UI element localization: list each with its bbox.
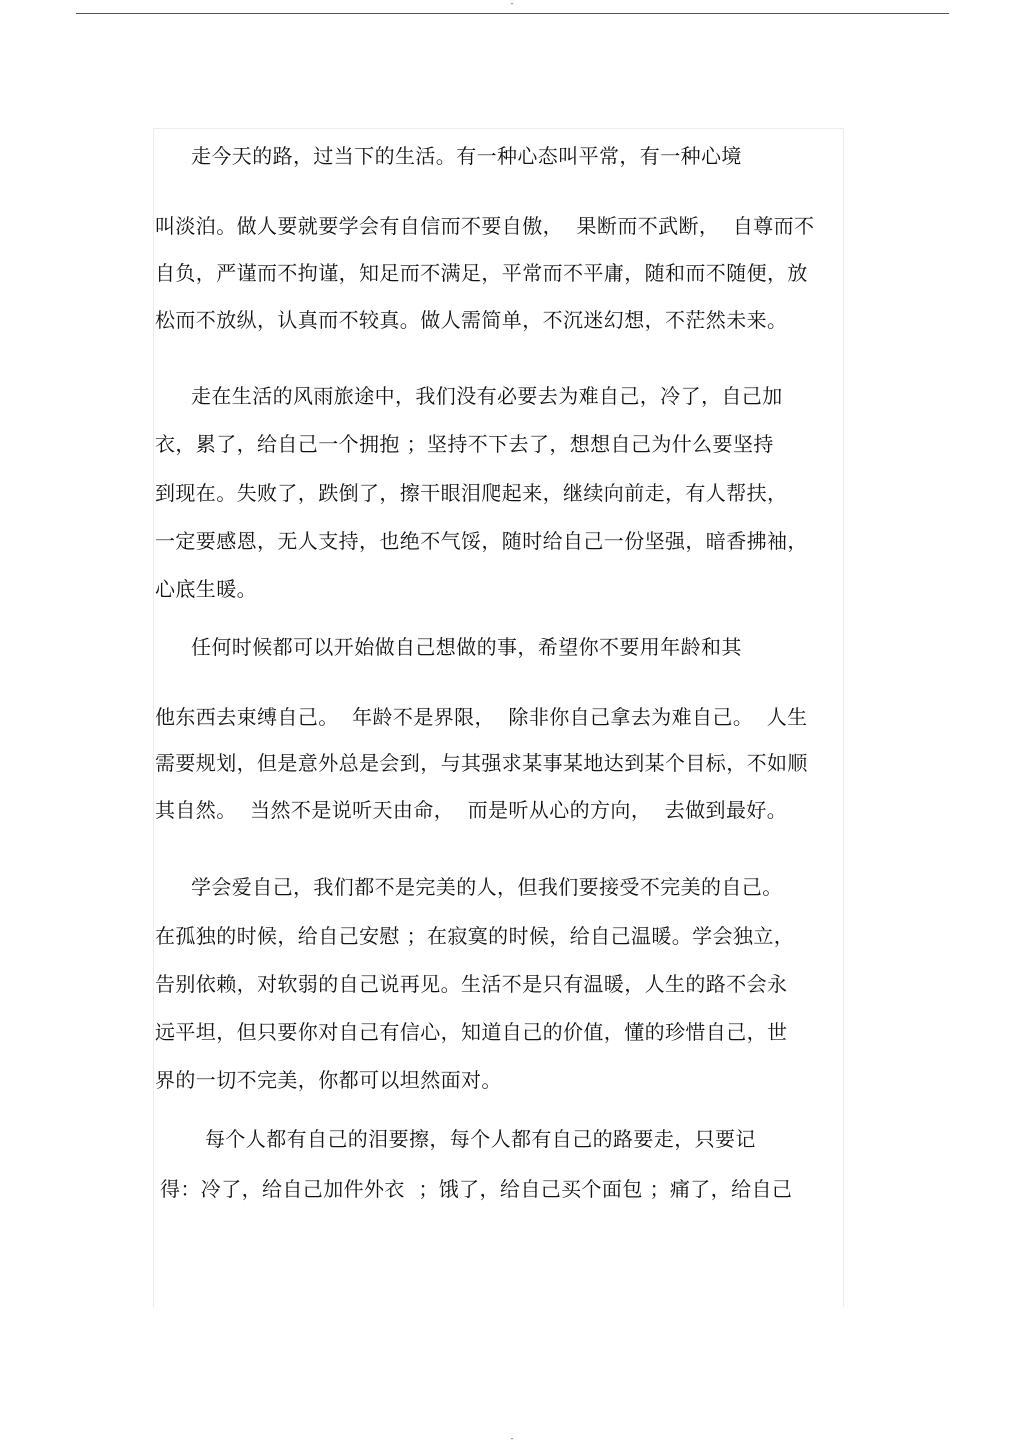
paragraph-1-line-4: 松而不放纵，认真而不较真。做人需简单，不沉迷幻想，不茫然未来。 xyxy=(155,308,788,332)
paragraph-4-line-4: 远平坦，但只要你对自己有信心，知道自己的价值，懂的珍惜自己，世 xyxy=(155,1020,788,1044)
header-rule xyxy=(76,13,949,14)
paragraph-1-line-3: 自负，严谨而不拘谨，知足而不满足，平常而不平庸，随和而不随便，放 xyxy=(155,261,808,285)
paragraph-3-line-2: 他东西去束缚自己。 年龄不是界限， 除非你自己拿去为难自己。 人生 xyxy=(155,705,808,729)
paragraph-1-line-1: 走今天的路，过当下的生活。有一种心态叫平常，有一种心境 xyxy=(191,144,742,168)
paragraph-3-line-4: 其自然。 当然不是说听天由命， 而是听从心的方向， 去做到最好。 xyxy=(155,798,788,822)
header-mark: - xyxy=(510,0,514,9)
paragraph-2-line-4: 一定要感恩，无人支持，也绝不气馁，随时给自己一份坚强，暗香拂袖， xyxy=(155,529,808,553)
paragraph-2-line-5: 心底生暖。 xyxy=(155,577,257,601)
paragraph-2-line-3: 到现在。失败了，跌倒了，擦干眼泪爬起来，继续向前走，有人帮扶， xyxy=(155,481,788,505)
paragraph-4-line-1: 学会爱自己，我们都不是完美的人，但我们要接受不完美的自己。 xyxy=(191,875,783,899)
paragraph-5-line-1: 每个人都有自己的泪要擦，每个人都有自己的路要走，只要记 xyxy=(205,1127,756,1151)
paragraph-4-line-3: 告别依赖，对软弱的自己说再见。生活不是只有温暖，人生的路不会永 xyxy=(155,972,788,996)
paragraph-2-line-2: 衣，累了，给自己一个拥抱 ；坚持不下去了，想想自己为什么要坚持 xyxy=(155,432,774,456)
paragraph-3-line-3: 需要规划，但是意外总是会到，与其强求某事某地达到某个目标，不如顺 xyxy=(155,751,808,775)
paragraph-2-line-1: 走在生活的风雨旅途中，我们没有必要去为难自己，冷了，自己加 xyxy=(191,384,783,408)
paragraph-4-line-5: 界的一切不完美，你都可以坦然面对。 xyxy=(155,1068,502,1092)
paragraph-1-line-2: 叫淡泊。做人要就要学会有自信而不要自傲， 果断而不武断， 自尊而不 xyxy=(155,214,815,238)
paragraph-4-line-2: 在孤独的时候，给自己安慰 ；在寂寞的时候，给自己温暖。学会独立， xyxy=(155,924,795,948)
paragraph-3-line-1: 任何时候都可以开始做自己想做的事，希望你不要用年龄和其 xyxy=(191,635,742,659)
paragraph-5-line-2: 得：冷了，给自己加件外衣 ；饿了，给自己买个面包 ；痛了，给自己 xyxy=(160,1177,793,1201)
footer-mark: - xyxy=(510,1434,514,1444)
